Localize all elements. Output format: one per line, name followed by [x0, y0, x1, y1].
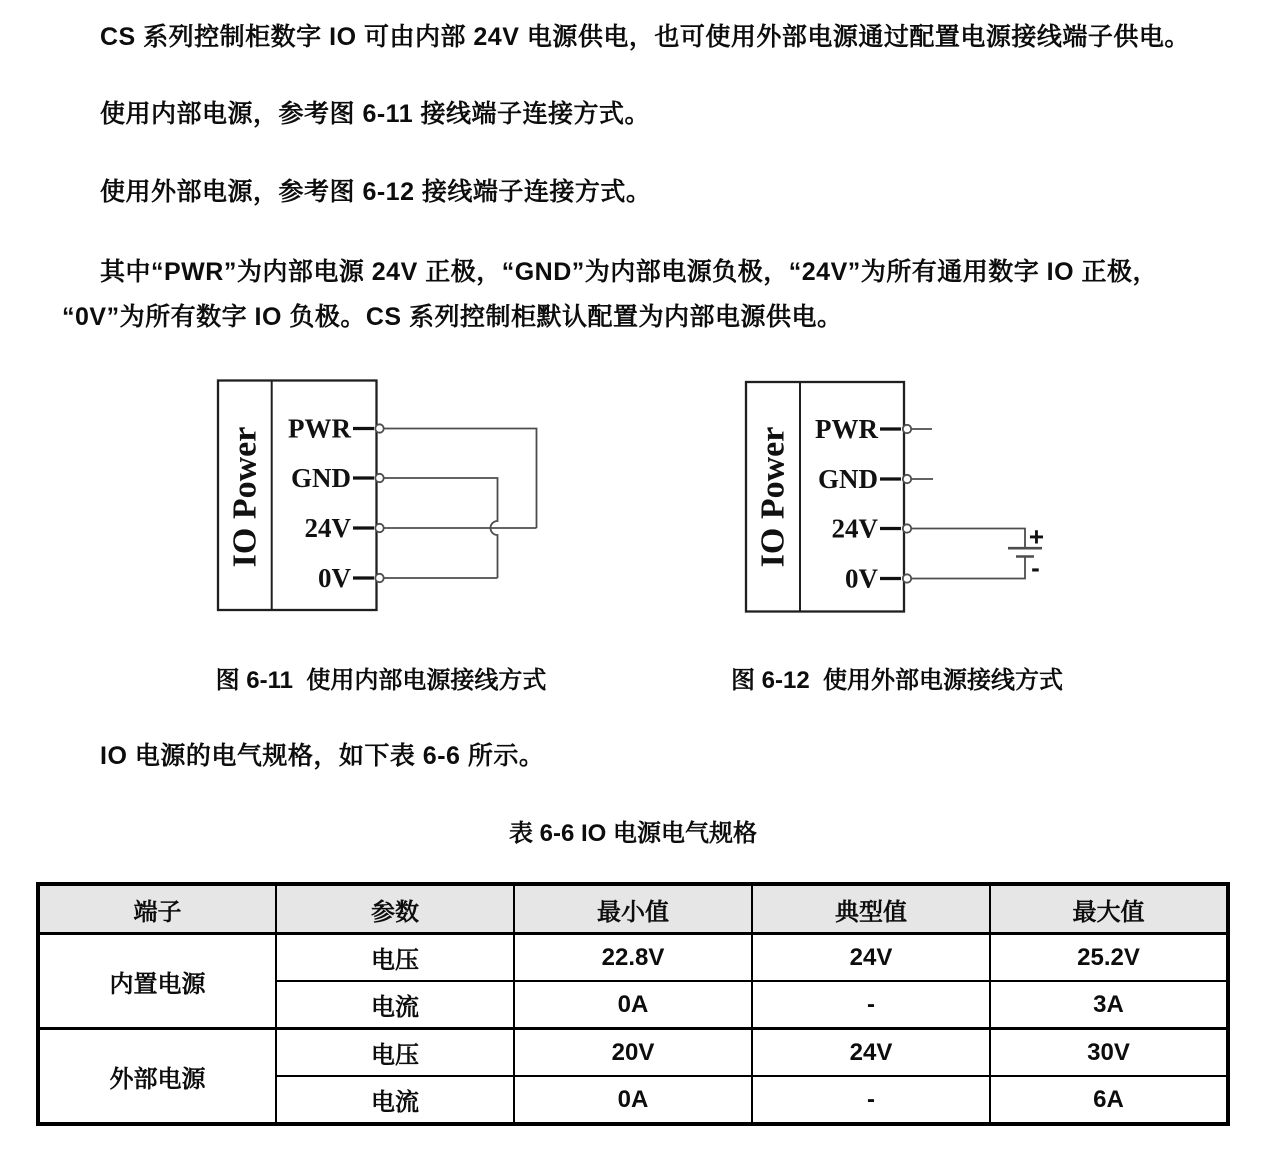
header-cell-max: 最大值: [990, 884, 1228, 934]
paragraph-terminal-def-line2: “0V”为所有数字 IO 负极。CS 系列控制柜默认配置为内部电源供电。: [62, 303, 843, 331]
cell-parameter: 电压: [276, 934, 514, 982]
cell-typical: -: [752, 1076, 990, 1124]
cell-min: 0A: [514, 1076, 752, 1124]
cell-parameter: 电流: [276, 1076, 514, 1124]
terminal-lead-lines: [353, 429, 374, 579]
terminal-label-24v: 24V: [831, 513, 878, 544]
cell-max: 30V: [990, 1029, 1228, 1077]
paragraph-internal-ref: 使用内部电源，参考图 6-11 接线端子连接方式。: [100, 100, 651, 128]
cell-parameter: 电流: [276, 981, 514, 1029]
cell-min: 20V: [514, 1029, 752, 1077]
io-power-label: IO Power: [226, 426, 264, 568]
table-row-internal-voltage: [38, 934, 1228, 982]
cell-parameter: 电压: [276, 1029, 514, 1077]
paragraph-io-power-intro: CS 系列控制柜数字 IO 可由内部 24V 电源供电，也可使用外部电源通过配置电源接线端子供电。: [100, 23, 1190, 51]
wire-24v-to-battery: [912, 529, 1026, 548]
paragraph-table-intro: IO 电源的电气规格，如下表 6-6 所示。: [100, 742, 545, 770]
terminal-label-gnd: GND: [818, 464, 878, 494]
caption-fig-6-12: 图 6-12 使用外部电源接线方式: [730, 667, 1064, 694]
terminal-label-24v: 24V: [304, 513, 351, 543]
external-wiring-wires: [912, 429, 1026, 579]
paragraph-external-ref: 使用外部电源，参考图 6-12 接线端子连接方式。: [100, 178, 652, 206]
battery-minus-label: -: [1031, 552, 1040, 583]
table-title: 表 6-6 IO 电源电气规格: [508, 820, 758, 847]
cell-terminal-external: 外部电源: [38, 1029, 276, 1125]
io-power-label: IO Power: [754, 426, 792, 568]
terminal-label-0v: 0V: [318, 563, 351, 593]
io-power-spec-table: [36, 882, 1230, 1126]
cell-typical: -: [752, 981, 990, 1029]
wiring-diagrams: [0, 368, 1279, 628]
cell-terminal-internal: 内置电源: [38, 934, 276, 1029]
cell-min: 22.8V: [514, 934, 752, 982]
internal-wiring-wires: [384, 429, 537, 579]
cell-max: 6A: [990, 1076, 1228, 1124]
table-row-external-voltage: [38, 1029, 1228, 1077]
paragraph-terminal-def-line1: 其中“PWR”为内部电源 24V 正极，“GND”为内部电源负极，“24V”为所有通用数字 IO 正极，: [100, 258, 1159, 286]
figure-internal-wiring-diagram: [218, 381, 537, 611]
caption-fig-6-11: 图 6-11 使用内部电源接线方式: [215, 667, 547, 694]
cell-max: 3A: [990, 981, 1228, 1029]
header-cell-typical: 典型值: [752, 884, 990, 934]
terminal-label-gnd: GND: [291, 463, 351, 493]
header-cell-parameter: 参数: [276, 884, 514, 934]
terminal-lead-lines: [880, 429, 901, 579]
terminal-label-pwr: PWR: [288, 413, 351, 444]
battery-plus-label: +: [1028, 521, 1045, 552]
header-cell-terminal: 端子: [38, 884, 276, 934]
table-header-row: [38, 884, 1228, 934]
cell-typical: 24V: [752, 934, 990, 982]
cell-max: 25.2V: [990, 934, 1228, 982]
figure-external-wiring-diagram: [746, 382, 1044, 612]
header-cell-min: 最小值: [514, 884, 752, 934]
cell-typical: 24V: [752, 1029, 990, 1077]
terminal-label-pwr: PWR: [815, 414, 878, 444]
cell-min: 0A: [514, 981, 752, 1029]
terminal-label-0v: 0V: [845, 563, 878, 594]
battery-symbol: [1008, 522, 1044, 583]
wire-battery-to-0v: [912, 557, 1026, 579]
